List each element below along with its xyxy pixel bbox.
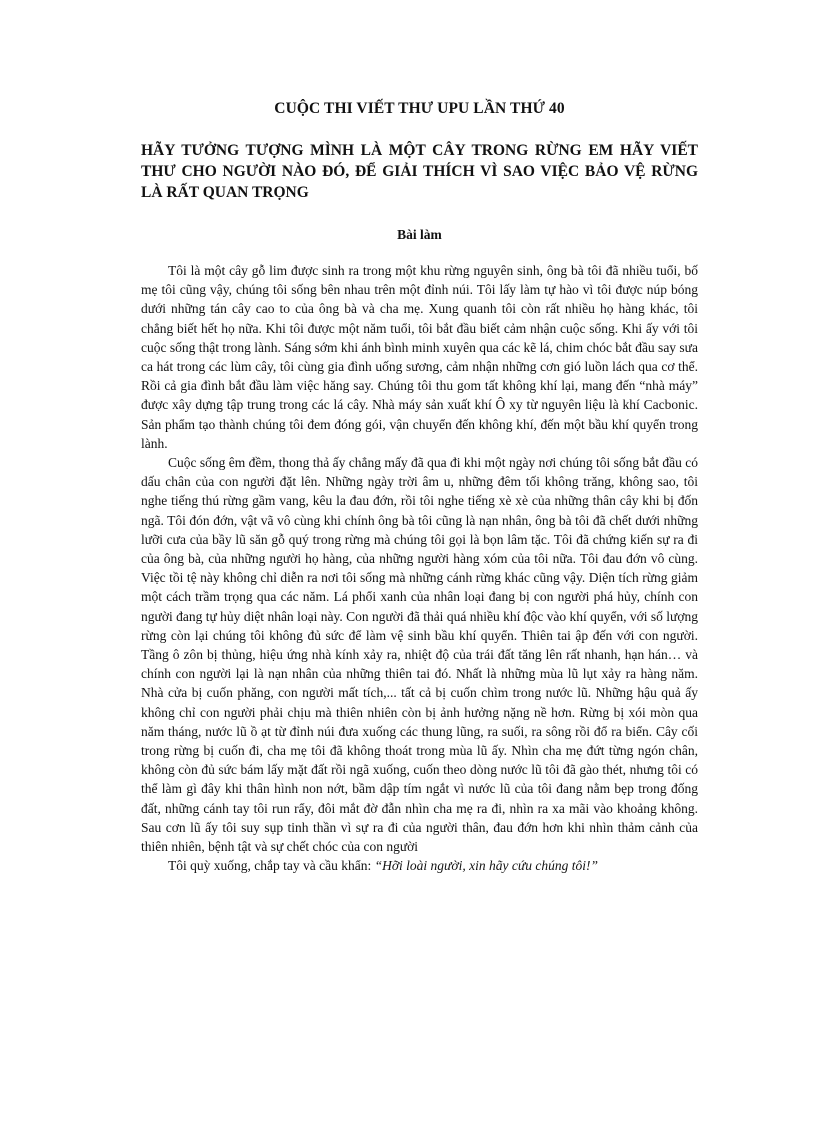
closing-paragraph — [141, 856, 698, 875]
document-subtitle: HÃY TƯỞNG TƯỢNG MÌNH LÀ MỘT CÂY TRONG RỪNG EM HÃY VIẾT THƯ CHO NGƯỜI NÀO ĐÓ, ĐỂ GIẢI THÍCH VÌ SAO VIỆC BẢO VỆ RỪNG LÀ RẤT QUAN TRỌNG — [141, 142, 698, 201]
section-heading: Bài làm — [397, 227, 442, 242]
closing-quote: “Hỡi loài người, xin hãy cứu chúng tôi!” — [374, 858, 598, 874]
closing-intro: Tôi quỳ xuống, chắp tay và cầu khẩn: — [168, 858, 375, 874]
document-page — [141, 100, 698, 876]
body-paragraph: Cuộc sống êm đềm, thong thả ấy chẳng mấy đã qua đi khi một ngày nơi chúng tôi sống bắt đầu có dấu chân của con người đặt lên. Những ngày trời âm u, những đêm tối không trăng, không sao, tôi nghe tiếng thú rừng gầm vang, kêu la đau đớn, rồi tôi nghe tiếng xè xè của những thân cây khi bị đốn ngã. Tôi đón đớn, vật vã vô cùng khi chính ông bà tôi cũng là nạn nhân, ông bà tôi đã chết dưới những lưỡi cưa của bầy lũ săn gỗ quý trong rừng mà chúng tôi gọi là bọn lâm tặc. Tôi đã chứng kiến sự ra đi của ông bà, của những người họ hàng, của những người hàng xóm của tôi nữa. Tôi đau đớn vô cùng. Việc tồi tệ này không chỉ diễn ra nơi tôi sống mà những cánh rừng khác cũng vậy. Diện tích rừng giảm một cách trầm trọng qua các năm. Lá phổi xanh của nhân loại đang bị con người phá hủy, chính con người đang tự hủy diệt nhân loại này. Con người đã thải quá nhiều khí độc vào khí quyển, với số lượng rừng còn lại chúng tôi không đủ sức để làm vệ sinh bầu khí quyển. Thiên tai ập đến với con người. Tầng ô zôn bị thủng, hiệu ứng nhà kính xảy ra, nhiệt độ của trái đất tăng lên rất nhanh, hạn hán… và chính con người lại là nạn nhân của những thiên tai đó. Nhất là những mùa lũ lụt xảy ra hàng năm. Nhà cửa bị cuốn phăng, con người mất tích,... tất cả bị cuốn chìm trong nước lũ. Những hậu quả ấy không chỉ con người phải chịu mà thiên nhiên còn bị ảnh hưởng nặng nề hơn. Rừng bị xói mòn qua năm tháng, nước lũ ồ ạt từ đỉnh núi đưa xuống các thung lũng, ra suối, ra sông rồi đổ ra biển. Cây cối trong rừng bị cuốn đi, cha mẹ tôi đã không thoát trong mùa lũ ấy. Nhìn cha mẹ đứt từng ngón chân, không còn đủ sức bám lấy mặt đất rồi ngã xuống, cuốn theo dòng nước lũ tôi đã gào thét, nhưng tôi có thể làm gì đây khi thân hình non nớt, bầm dập tím ngắt vì nước lũ của tôi đang nằm bẹp trong đống đất, những cánh tay tôi run rẩy, đôi mắt đờ đẫn nhìn cha mẹ ra đi, nhìn ra xa mãi vào khoảng không. Sau cơn lũ ấy tôi suy sụp tinh thần vì sự ra đi của người thân, đau đớn hơn khi nhìn thảm cảnh của thiên nhiên, bệnh tật và sự chết chóc của con người — [141, 455, 698, 855]
body-paragraph: Tôi là một cây gỗ lim được sinh ra trong một khu rừng nguyên sinh, ông bà tôi đã nhiều tuổi, bố mẹ tôi cũng vậy, chúng tôi sống bên nhau trên một đỉnh núi. Tôi lấy làm tự hào vì tôi được núp bóng dưới những tán cây cao to của ông bà và cha mẹ. Xung quanh tôi còn rất nhiều họ hàng khác, tôi chẳng biết hết họ nữa. Khi tôi được một năm tuổi, tôi bắt đầu biết cảm nhận cuộc sống. Khi ấy với tôi cuộc sống thật trong lành. Sáng sớm khi ánh bình minh xuyên qua các kẽ lá, chim chóc bắt đầu say sưa ca hát trong các lùm cây, tôi cùng gia đình uống sương, cảm nhận những cơn gió luồn lách qua cơ thể. Rồi cả gia đình bắt đầu làm việc hăng say. Chúng tôi thu gom tất không khí lại, mang đến “nhà máy” được xây dựng tập trung trong các lá cây. Nhà máy sản xuất khí Ô xy từ nguyên liệu là khí Cacbonic. Sản phẩm tạo thành chúng tôi đem đóng gói, vận chuyển đến không khí, đến một bầu khí quyển trong lành. — [141, 263, 698, 451]
document-title: CUỘC THI VIẾT THƯ UPU LẦN THỨ 40 — [274, 100, 565, 117]
